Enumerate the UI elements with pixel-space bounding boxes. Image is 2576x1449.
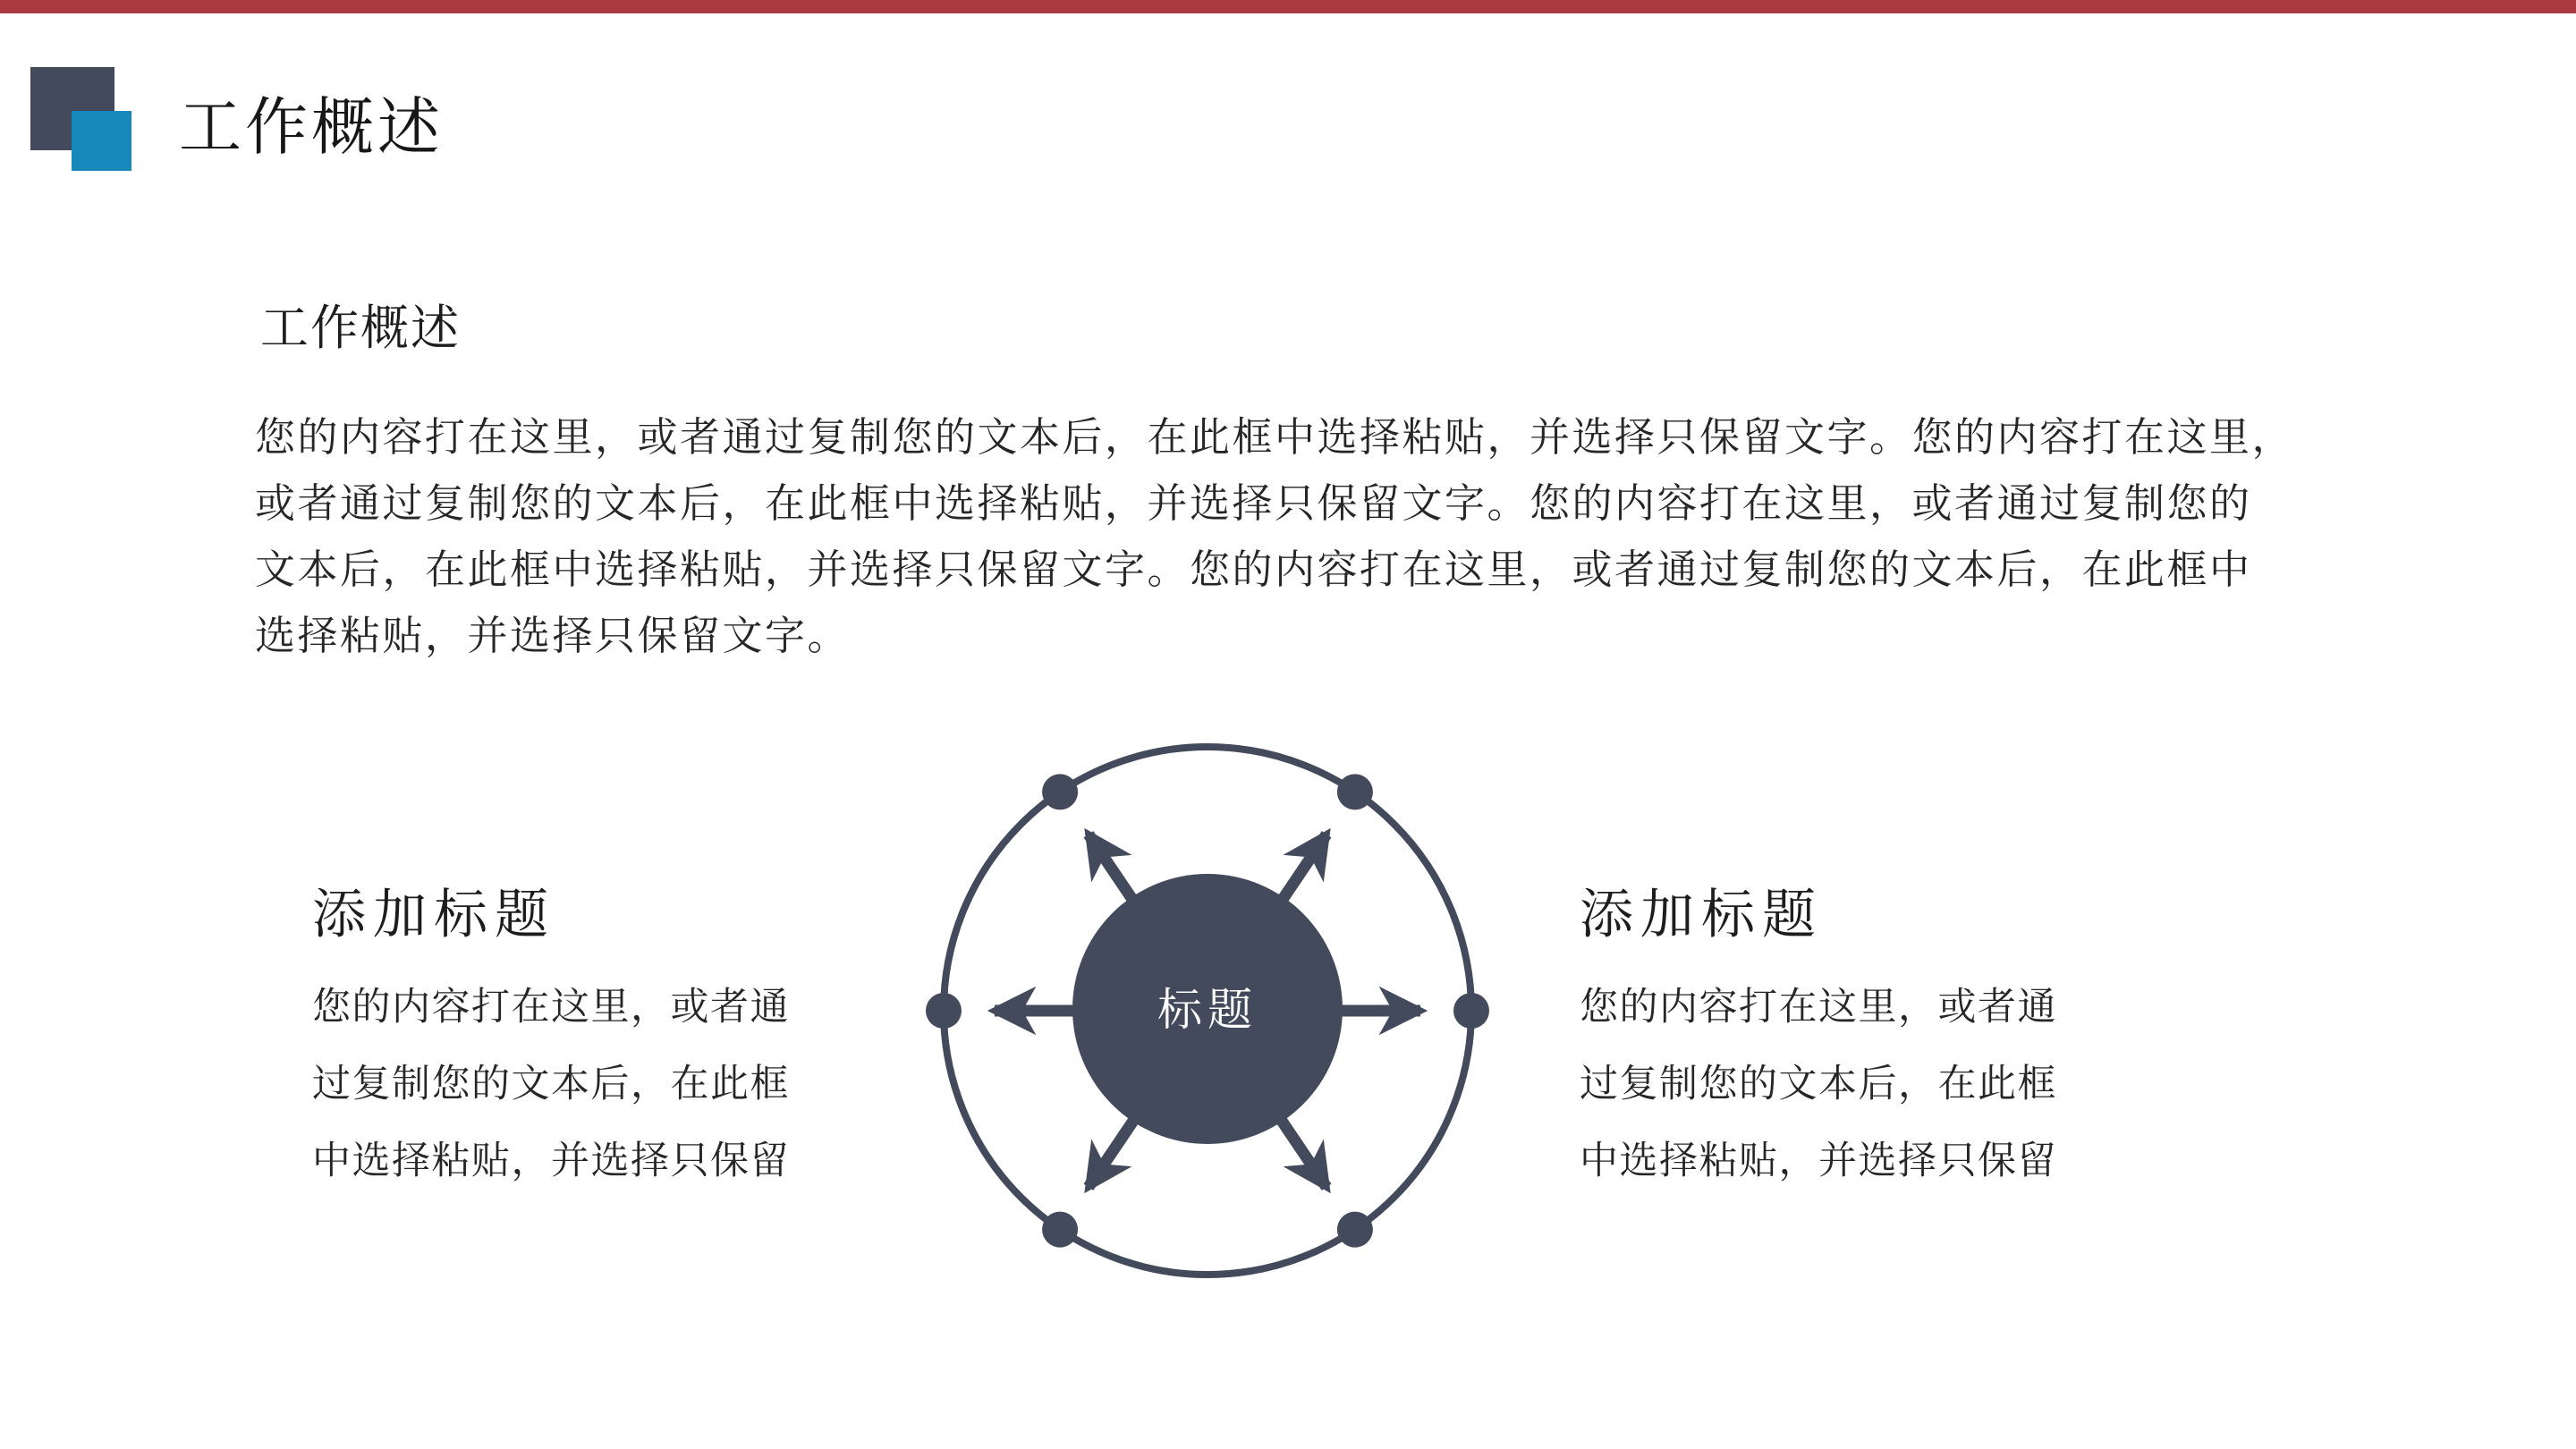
- paragraph-line: 您的内容打在这里，或者通过复制您的文本后，在此框中选择粘贴，并选择只保留文字。您的内容打在这里，: [255, 414, 2295, 460]
- right-text-block: [1580, 877, 2152, 1199]
- ring-dot: [1042, 1212, 1078, 1248]
- ring-dot: [1453, 993, 1489, 1029]
- right-block-title: 添加标题: [1580, 885, 1823, 945]
- ring-dot: [1337, 774, 1373, 809]
- left-body-line: 您的内容打在这里，或者通: [312, 986, 790, 1029]
- diagram-center-label: 标题: [1157, 985, 1258, 1035]
- ring-dot: [1042, 774, 1078, 809]
- right-body-line: 过复制您的文本后，在此框: [1580, 1063, 2057, 1106]
- right-body-line: 中选择粘贴，并选择只保留: [1580, 1140, 2057, 1182]
- ring-dot: [1337, 1212, 1373, 1248]
- section-paragraph: [255, 404, 2330, 669]
- paragraph-line: 选择粘贴，并选择只保留文字。: [255, 613, 851, 658]
- paragraph-line: 或者通过复制您的文本后，在此框中选择粘贴，并选择只保留文字。您的内容打在这里，或者通过复制您的: [255, 480, 2252, 526]
- top-accent-bar: [0, 0, 2576, 13]
- page-title: 工作概述: [179, 92, 444, 162]
- left-block-body: [312, 969, 885, 1199]
- right-body-line: 您的内容打在这里，或者通: [1580, 986, 2057, 1029]
- left-text-block: [312, 877, 885, 1199]
- left-block-title: 添加标题: [312, 885, 555, 945]
- right-block-body: [1580, 969, 2152, 1199]
- ring-dot: [926, 993, 962, 1029]
- left-body-line: 中选择粘贴，并选择只保留: [312, 1140, 790, 1182]
- radial-hub-diagram: [894, 698, 1521, 1324]
- paragraph-line: 文本后，在此框中选择粘贴，并选择只保留文字。您的内容打在这里，或者通过复制您的文本后，在此框中: [255, 547, 2252, 592]
- left-body-line: 过复制您的文本后，在此框: [312, 1063, 790, 1106]
- logo-blue-square-icon: [72, 111, 131, 171]
- section-heading: 工作概述: [260, 301, 461, 355]
